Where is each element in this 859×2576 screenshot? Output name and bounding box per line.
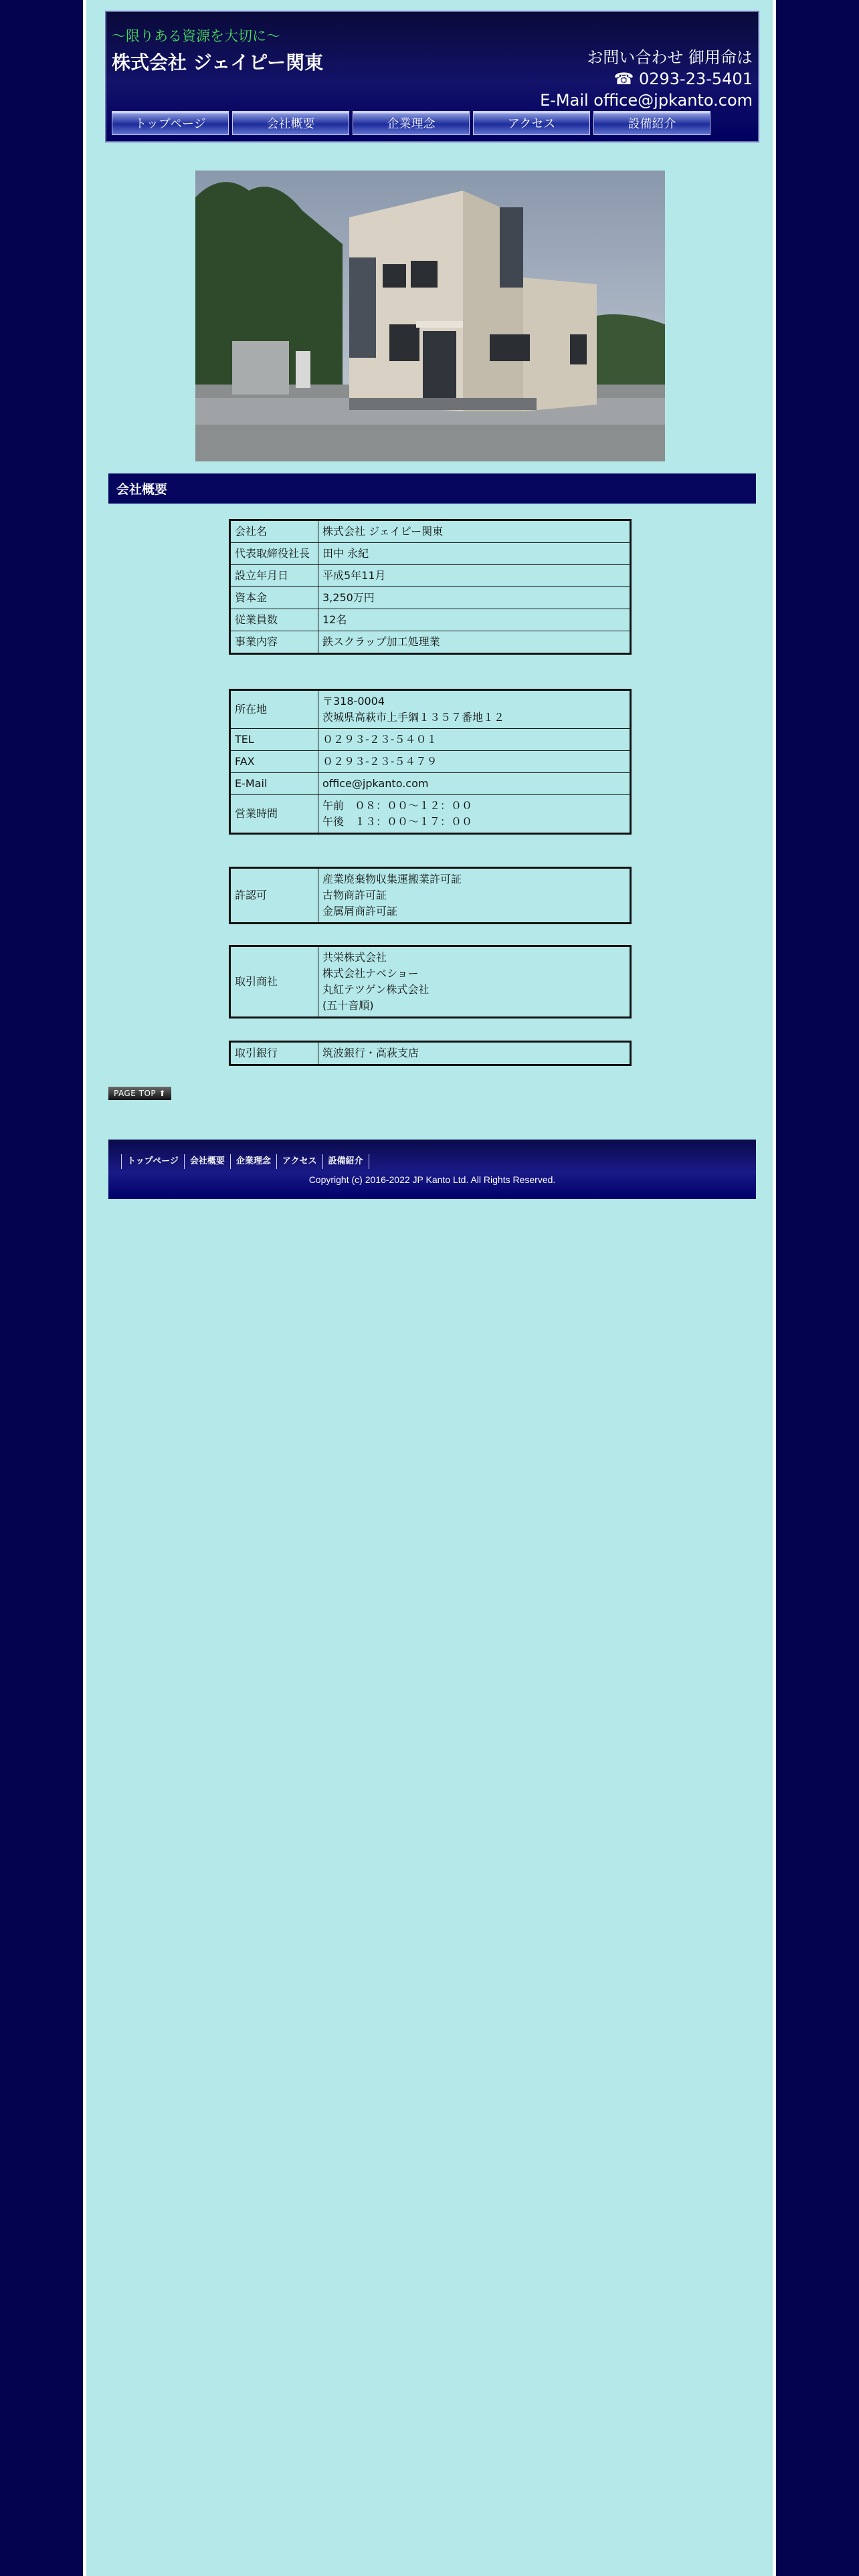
header-contact bbox=[540, 47, 753, 111]
site-footer bbox=[108, 1140, 756, 1199]
row-value: 平成5年11月 bbox=[318, 565, 631, 587]
row-value: 3,250万円 bbox=[318, 587, 631, 609]
company-name: 株式会社 ジェイピー関東 bbox=[112, 51, 324, 74]
partner-item: 株式会社ナベショー bbox=[322, 967, 419, 980]
table-row bbox=[230, 946, 631, 1018]
table-row bbox=[230, 609, 631, 631]
nav-equipment[interactable]: 設備紹介 bbox=[593, 111, 710, 135]
row-key: 資本金 bbox=[230, 587, 318, 609]
nav-philosophy[interactable]: 企業理念 bbox=[353, 111, 470, 135]
table-row bbox=[230, 1042, 631, 1065]
table-row bbox=[230, 868, 631, 924]
contact-tel: ☎ 0293-23-5401 bbox=[613, 70, 753, 88]
contact-info-table bbox=[229, 689, 632, 835]
address: 茨城県高萩市上手綱１３５７番地１２ bbox=[322, 711, 505, 724]
page-container bbox=[83, 0, 776, 2576]
row-key: 取引商社 bbox=[230, 946, 318, 1018]
company-info-table bbox=[229, 519, 632, 655]
row-value bbox=[318, 946, 631, 1018]
nav-access[interactable]: アクセス bbox=[473, 111, 590, 135]
row-value: ０２９３-２３-５４０１ bbox=[318, 729, 631, 751]
row-value: ０２９３-２３-５４７９ bbox=[318, 751, 631, 773]
row-key: 事業内容 bbox=[230, 631, 318, 654]
license-item: 古物商許可証 bbox=[322, 889, 387, 901]
row-value bbox=[318, 795, 631, 834]
license-item: 金属屑商許可証 bbox=[322, 905, 398, 918]
footer-link-top[interactable]: トップページ bbox=[121, 1154, 185, 1169]
hours-pm: 午後 １３：００〜１７：００ bbox=[322, 815, 473, 828]
row-key: 設立年月日 bbox=[230, 565, 318, 587]
row-value: 田中 永紀 bbox=[318, 543, 631, 565]
footer-link-philosophy[interactable]: 企業理念 bbox=[230, 1154, 277, 1169]
partner-item: 共栄株式会社 bbox=[322, 951, 387, 964]
nav-company[interactable]: 会社概要 bbox=[232, 111, 349, 135]
row-value: 鉄スクラップ加工処理業 bbox=[318, 631, 631, 654]
office-building-photo bbox=[195, 171, 665, 461]
footer-nav bbox=[122, 1154, 369, 1169]
site-tagline: 〜限りある資源を大切に〜 bbox=[112, 28, 280, 44]
table-row bbox=[230, 520, 631, 543]
contact-heading: お問い合わせ 御用命は bbox=[587, 48, 753, 67]
row-key: TEL bbox=[230, 729, 318, 751]
table-row bbox=[230, 751, 631, 773]
table-row bbox=[230, 773, 631, 795]
row-value bbox=[318, 868, 631, 924]
site-header bbox=[105, 11, 759, 142]
row-value bbox=[318, 690, 631, 729]
table-row bbox=[230, 631, 631, 654]
table-row bbox=[230, 543, 631, 565]
row-key: 所在地 bbox=[230, 690, 318, 729]
contact-email[interactable]: E-Mail office@jpkanto.com bbox=[540, 91, 753, 110]
row-key: 許認可 bbox=[230, 868, 318, 924]
row-value: 株式会社 ジェイピー関東 bbox=[318, 520, 631, 543]
nav-top[interactable]: トップページ bbox=[112, 111, 229, 135]
row-key: 会社名 bbox=[230, 520, 318, 543]
license-item: 産業廃棄物収集運搬業許可証 bbox=[322, 873, 462, 885]
bank-table bbox=[229, 1041, 632, 1066]
table-row bbox=[230, 729, 631, 751]
email-value[interactable]: office@jpkanto.com bbox=[318, 773, 631, 795]
copyright-text: Copyright (c) 2016-2022 JP Kanto Ltd. All Rights Reserved. bbox=[308, 1174, 556, 1185]
partners-table bbox=[229, 945, 632, 1018]
footer-link-access[interactable]: アクセス bbox=[276, 1154, 323, 1169]
footer-link-equipment[interactable]: 設備紹介 bbox=[322, 1154, 369, 1169]
row-key: E-Mail bbox=[230, 773, 318, 795]
row-key: 営業時間 bbox=[230, 795, 318, 834]
row-value: 筑波銀行・高萩支店 bbox=[318, 1042, 631, 1065]
row-key: 従業員数 bbox=[230, 609, 318, 631]
table-row bbox=[230, 587, 631, 609]
footer-link-company[interactable]: 会社概要 bbox=[184, 1154, 231, 1169]
table-row bbox=[230, 690, 631, 729]
page-top-button[interactable]: PAGE TOP ⬆ bbox=[108, 1087, 171, 1100]
table-row bbox=[230, 795, 631, 834]
table-row bbox=[230, 565, 631, 587]
hours-am: 午前 ０８：００〜１２：００ bbox=[322, 799, 473, 812]
partner-note: (五十音順) bbox=[322, 999, 374, 1012]
postal-code: 〒318-0004 bbox=[322, 695, 385, 708]
row-key: 取引銀行 bbox=[230, 1042, 318, 1065]
row-key: FAX bbox=[230, 751, 318, 773]
main-nav bbox=[112, 111, 710, 135]
section-title-company: 会社概要 bbox=[108, 473, 756, 504]
partner-item: 丸紅テツゲン株式会社 bbox=[322, 983, 430, 996]
license-table bbox=[229, 867, 632, 924]
row-key: 代表取締役社長 bbox=[230, 543, 318, 565]
row-value: 12名 bbox=[318, 609, 631, 631]
